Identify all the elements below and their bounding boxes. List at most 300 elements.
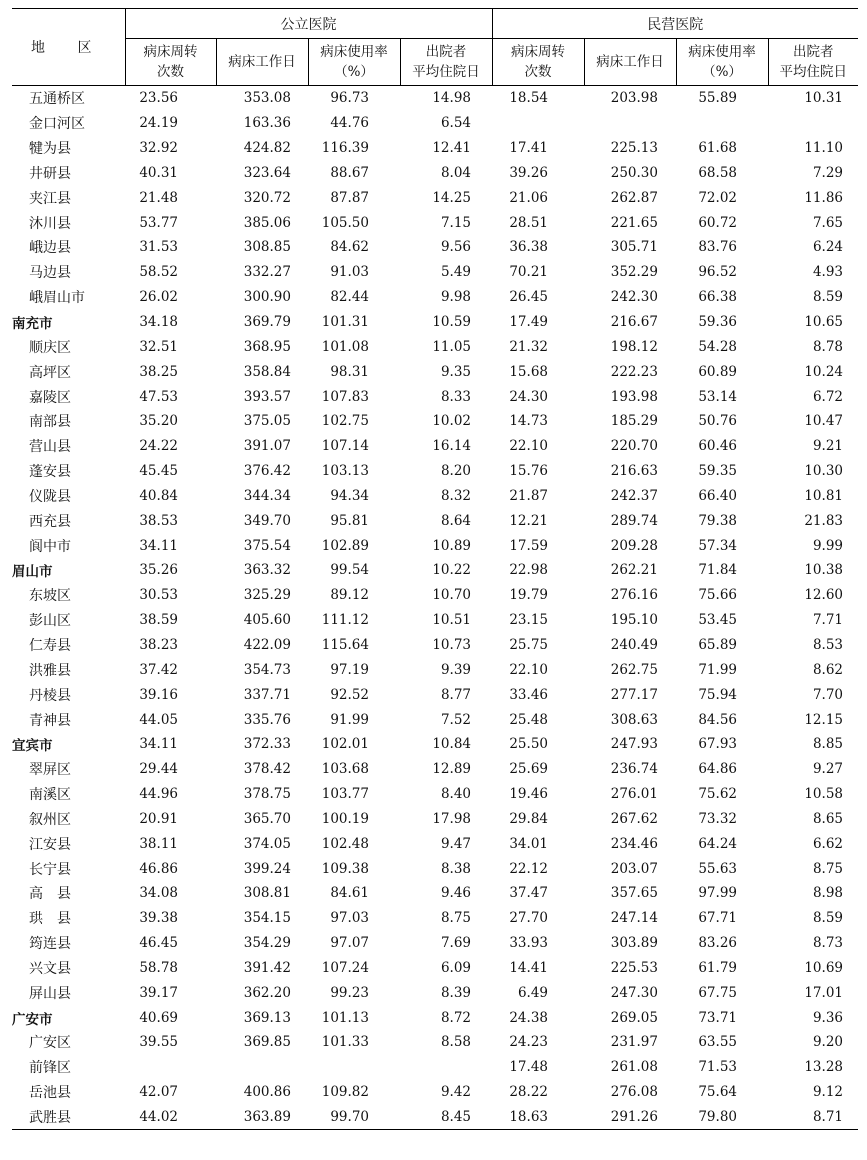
value-cell: 9.36	[812, 1009, 843, 1026]
value-cell: 325.29	[243, 587, 291, 604]
value-cell: 28.51	[509, 214, 548, 231]
value-cell: 242.37	[610, 487, 658, 504]
value-cell: 363.89	[243, 1109, 291, 1126]
table-row	[12, 111, 858, 136]
value-cell: 354.73	[243, 661, 291, 678]
table-row	[12, 1055, 858, 1080]
column-header-line1: 病床工作日	[228, 54, 296, 70]
value-cell: 32.92	[139, 140, 178, 157]
value-cell: 11.86	[804, 189, 843, 206]
column-header-line1: 病床使用率	[320, 44, 388, 60]
value-cell: 332.27	[243, 264, 291, 281]
value-cell: 303.89	[610, 935, 658, 952]
value-cell: 193.98	[610, 388, 658, 405]
value-cell: 424.82	[243, 140, 291, 157]
value-cell: 12.60	[804, 587, 843, 604]
value-cell: 240.49	[610, 636, 658, 653]
hospital-bed-statistics-table	[12, 8, 858, 1130]
value-cell: 385.06	[243, 214, 291, 231]
value-cell: 203.07	[610, 860, 658, 877]
region-name-cell: 金口河区	[29, 116, 85, 133]
value-cell: 38.25	[139, 363, 178, 380]
value-cell: 44.02	[139, 1109, 178, 1126]
value-cell: 15.76	[509, 463, 548, 480]
value-cell: 35.26	[139, 562, 178, 579]
value-cell: 31.53	[139, 239, 178, 256]
value-cell: 18.54	[509, 90, 548, 107]
value-cell: 8.40	[440, 786, 471, 803]
value-cell: 357.65	[610, 885, 658, 902]
value-cell: 101.33	[321, 1034, 369, 1051]
region-name-cell: 江安县	[29, 836, 71, 853]
value-cell: 22.12	[509, 860, 548, 877]
value-cell: 5.49	[440, 264, 471, 281]
value-cell: 88.67	[330, 164, 369, 181]
value-cell: 261.08	[610, 1059, 658, 1076]
value-cell: 84.62	[330, 239, 369, 256]
public-hospital-group-header: 公立医院	[125, 9, 492, 39]
value-cell: 262.75	[610, 661, 658, 678]
value-cell: 8.45	[440, 1109, 471, 1126]
value-cell: 84.61	[330, 885, 369, 902]
region-name-cell: 南充市	[12, 316, 53, 333]
value-cell: 9.27	[812, 761, 843, 778]
city-summary-row	[12, 732, 858, 757]
value-cell: 247.30	[610, 984, 658, 1001]
value-cell: 39.55	[139, 1034, 178, 1051]
value-cell: 44.05	[139, 711, 178, 728]
value-cell: 64.86	[698, 761, 737, 778]
value-cell: 100.19	[321, 810, 369, 827]
value-cell: 276.01	[610, 786, 658, 803]
value-cell: 234.46	[610, 835, 658, 852]
value-cell: 10.69	[804, 959, 843, 976]
value-cell: 107.83	[321, 388, 369, 405]
value-cell	[216, 1055, 308, 1080]
value-cell: 87.87	[330, 189, 369, 206]
column-header-line1: 病床周转	[511, 44, 565, 60]
value-cell: 305.71	[610, 239, 658, 256]
value-cell: 262.87	[610, 189, 658, 206]
value-cell: 82.44	[330, 289, 369, 306]
value-cell: 26.45	[509, 289, 548, 306]
value-cell: 8.72	[440, 1009, 471, 1026]
value-cell: 369.85	[243, 1034, 291, 1051]
value-cell: 400.86	[243, 1084, 291, 1101]
value-cell: 89.12	[330, 587, 369, 604]
value-cell: 247.14	[610, 910, 658, 927]
region-name-cell: 五通桥区	[29, 91, 85, 108]
value-cell: 107.14	[321, 438, 369, 455]
value-cell: 55.63	[698, 860, 737, 877]
value-cell: 9.12	[812, 1084, 843, 1101]
value-cell: 40.31	[139, 164, 178, 181]
value-cell: 101.31	[321, 314, 369, 331]
region-name-cell: 宜宾市	[12, 738, 53, 755]
table-row	[12, 906, 858, 931]
column-header-line2: 次数	[157, 64, 184, 80]
value-cell: 30.53	[139, 587, 178, 604]
value-cell: 8.71	[812, 1109, 843, 1126]
column-header-line1: 出院者	[425, 44, 467, 60]
value-cell: 378.42	[243, 761, 291, 778]
value-cell: 9.35	[440, 363, 471, 380]
value-cell: 8.98	[812, 885, 843, 902]
table-row	[12, 657, 858, 682]
column-header-public-2	[216, 39, 308, 86]
value-cell: 8.85	[812, 736, 843, 753]
value-cell: 8.39	[440, 984, 471, 1001]
value-cell: 55.89	[698, 90, 737, 107]
value-cell: 8.64	[440, 512, 471, 529]
value-cell: 399.24	[243, 860, 291, 877]
region-name-cell: 屏山县	[29, 985, 71, 1002]
value-cell: 372.33	[243, 736, 291, 753]
column-header-public-3	[308, 39, 400, 86]
value-cell: 19.46	[509, 786, 548, 803]
value-cell: 96.73	[330, 90, 369, 107]
table-header	[12, 9, 858, 86]
region-name-cell: 翠屏区	[29, 762, 71, 779]
value-cell: 103.77	[321, 786, 369, 803]
table-row	[12, 881, 858, 906]
value-cell: 83.76	[698, 239, 737, 256]
value-cell: 4.93	[812, 264, 843, 281]
region-name-cell: 营山县	[29, 439, 71, 456]
value-cell: 75.66	[698, 587, 737, 604]
value-cell: 8.77	[440, 686, 471, 703]
value-cell: 9.20	[812, 1034, 843, 1051]
value-cell: 60.89	[698, 363, 737, 380]
value-cell: 101.08	[321, 338, 369, 355]
value-cell: 242.30	[610, 289, 658, 306]
value-cell: 221.65	[610, 214, 658, 231]
value-cell: 368.95	[243, 338, 291, 355]
region-name-cell: 岳池县	[29, 1085, 71, 1102]
region-name-cell: 叙州区	[29, 811, 71, 828]
value-cell: 59.35	[698, 463, 737, 480]
value-cell: 61.79	[698, 959, 737, 976]
value-cell: 24.22	[139, 438, 178, 455]
table-row	[12, 434, 858, 459]
city-summary-row	[12, 558, 858, 583]
value-cell: 7.52	[440, 711, 471, 728]
value-cell: 34.08	[139, 885, 178, 902]
value-cell: 39.17	[139, 984, 178, 1001]
value-cell: 26.02	[139, 289, 178, 306]
value-cell: 102.75	[321, 413, 369, 430]
table-row	[12, 384, 858, 409]
value-cell: 8.33	[440, 388, 471, 405]
value-cell: 116.39	[321, 140, 369, 157]
value-cell: 236.74	[610, 761, 658, 778]
region-name-cell: 筠连县	[29, 936, 71, 953]
value-cell: 369.13	[243, 1009, 291, 1026]
value-cell: 391.42	[243, 959, 291, 976]
value-cell: 14.73	[509, 413, 548, 430]
value-cell: 73.32	[698, 810, 737, 827]
value-cell: 94.34	[330, 487, 369, 504]
value-cell: 216.63	[610, 463, 658, 480]
value-cell: 35.20	[139, 413, 178, 430]
table-row	[12, 359, 858, 384]
table-row	[12, 806, 858, 831]
region-name-cell: 丹棱县	[29, 687, 71, 704]
table-row	[12, 235, 858, 260]
value-cell: 17.48	[509, 1059, 548, 1076]
value-cell: 79.80	[698, 1109, 737, 1126]
value-cell: 34.11	[139, 736, 178, 753]
value-cell: 16.14	[432, 438, 471, 455]
value-cell: 102.89	[321, 537, 369, 554]
value-cell: 9.56	[440, 239, 471, 256]
value-cell: 24.23	[509, 1034, 548, 1051]
value-cell: 38.23	[139, 636, 178, 653]
value-cell: 102.48	[321, 835, 369, 852]
value-cell: 250.30	[610, 164, 658, 181]
value-cell: 36.38	[509, 239, 548, 256]
value-cell: 195.10	[610, 612, 658, 629]
value-cell: 22.10	[509, 661, 548, 678]
region-name-cell: 南部县	[29, 414, 71, 431]
column-header-private-2	[584, 39, 676, 86]
value-cell: 75.64	[698, 1084, 737, 1101]
table-row	[12, 608, 858, 633]
private-hospital-group-header: 民营医院	[492, 9, 858, 39]
table-row	[12, 831, 858, 856]
value-cell: 9.42	[440, 1084, 471, 1101]
region-name-cell: 长宁县	[29, 861, 71, 878]
value-cell: 308.85	[243, 239, 291, 256]
value-cell: 21.83	[804, 512, 843, 529]
value-cell: 393.57	[243, 388, 291, 405]
value-cell: 308.63	[610, 711, 658, 728]
value-cell: 10.70	[432, 587, 471, 604]
value-cell: 17.98	[432, 810, 471, 827]
value-cell: 12.41	[432, 140, 471, 157]
value-cell: 97.99	[698, 885, 737, 902]
value-cell: 300.90	[243, 289, 291, 306]
value-cell: 8.58	[440, 1034, 471, 1051]
value-cell: 344.34	[243, 487, 291, 504]
value-cell: 354.29	[243, 935, 291, 952]
value-cell: 308.81	[243, 885, 291, 902]
region-name-cell: 前锋区	[29, 1060, 71, 1077]
region-name-cell: 眉山市	[12, 564, 53, 581]
value-cell: 7.69	[440, 935, 471, 952]
value-cell: 10.02	[432, 413, 471, 430]
table-row	[12, 86, 858, 111]
value-cell: 67.75	[698, 984, 737, 1001]
value-cell: 10.31	[804, 90, 843, 107]
value-cell: 99.23	[330, 984, 369, 1001]
value-cell: 335.76	[243, 711, 291, 728]
value-cell: 9.47	[440, 835, 471, 852]
table-row	[12, 707, 858, 732]
value-cell: 17.59	[509, 537, 548, 554]
value-cell: 25.75	[509, 636, 548, 653]
value-cell: 18.63	[509, 1109, 548, 1126]
column-header-private-3	[676, 39, 768, 86]
value-cell: 25.69	[509, 761, 548, 778]
value-cell: 75.94	[698, 686, 737, 703]
column-header-line2: 平均住院日	[412, 64, 480, 80]
region-name-cell: 武胜县	[29, 1110, 71, 1127]
value-cell: 358.84	[243, 363, 291, 380]
value-cell: 405.60	[243, 612, 291, 629]
value-cell: 198.12	[610, 338, 658, 355]
value-cell: 23.15	[509, 612, 548, 629]
region-name-cell: 彭山区	[29, 613, 71, 630]
table-row	[12, 136, 858, 161]
value-cell: 46.45	[139, 935, 178, 952]
region-name-cell: 夹江县	[29, 190, 71, 207]
value-cell: 46.86	[139, 860, 178, 877]
city-summary-row	[12, 310, 858, 335]
value-cell: 8.20	[440, 463, 471, 480]
value-cell: 247.93	[610, 736, 658, 753]
value-cell: 95.81	[330, 512, 369, 529]
value-cell: 8.32	[440, 487, 471, 504]
region-name-cell: 犍为县	[29, 141, 71, 158]
value-cell: 8.62	[812, 661, 843, 678]
value-cell: 8.04	[440, 164, 471, 181]
value-cell: 23.56	[139, 90, 178, 107]
value-cell: 58.52	[139, 264, 178, 281]
value-cell: 7.15	[440, 214, 471, 231]
value-cell: 32.51	[139, 338, 178, 355]
value-cell: 225.53	[610, 959, 658, 976]
region-name-cell: 峨眉山市	[29, 290, 85, 307]
table-row	[12, 334, 858, 359]
value-cell: 8.78	[812, 338, 843, 355]
region-name-cell: 高 县	[29, 886, 71, 903]
column-header-line2: 次数	[524, 64, 552, 80]
value-cell: 21.87	[509, 487, 548, 504]
value-cell: 15.68	[509, 363, 548, 380]
value-cell: 6.49	[517, 984, 548, 1001]
value-cell: 7.71	[812, 612, 843, 629]
region-name-cell: 西充县	[29, 513, 71, 530]
value-cell: 25.48	[509, 711, 548, 728]
value-cell: 349.70	[243, 512, 291, 529]
value-cell: 75.62	[698, 786, 737, 803]
value-cell: 25.50	[509, 736, 548, 753]
value-cell: 96.52	[698, 264, 737, 281]
value-cell: 231.97	[610, 1034, 658, 1051]
value-cell: 70.21	[509, 264, 548, 281]
table-row	[12, 782, 858, 807]
value-cell: 111.12	[321, 612, 369, 629]
value-cell: 378.75	[243, 786, 291, 803]
value-cell	[492, 111, 584, 136]
value-cell: 45.45	[139, 463, 178, 480]
table-row	[12, 956, 858, 981]
value-cell: 67.93	[698, 736, 737, 753]
value-cell: 12.21	[509, 512, 548, 529]
value-cell: 276.16	[610, 587, 658, 604]
value-cell: 109.82	[321, 1084, 369, 1101]
value-cell: 9.98	[440, 289, 471, 306]
value-cell: 13.28	[804, 1059, 843, 1076]
table-row	[12, 484, 858, 509]
value-cell: 33.46	[509, 686, 548, 703]
value-cell: 289.74	[610, 512, 658, 529]
value-cell: 72.02	[698, 189, 737, 206]
value-cell: 61.68	[698, 140, 737, 157]
value-cell: 34.11	[139, 537, 178, 554]
value-cell: 262.21	[610, 562, 658, 579]
value-cell: 17.41	[509, 140, 548, 157]
region-name-cell: 广安市	[12, 1011, 53, 1028]
value-cell: 216.67	[610, 314, 658, 331]
value-cell: 6.72	[812, 388, 843, 405]
value-cell: 68.58	[698, 164, 737, 181]
region-name-cell: 马边县	[29, 265, 71, 282]
value-cell	[768, 111, 858, 136]
value-cell: 40.84	[139, 487, 178, 504]
value-cell: 10.59	[432, 314, 471, 331]
value-cell: 374.05	[243, 835, 291, 852]
value-cell: 101.13	[321, 1009, 369, 1026]
value-cell: 17.01	[804, 984, 843, 1001]
value-cell: 6.09	[440, 959, 471, 976]
value-cell: 60.72	[698, 214, 737, 231]
value-cell: 10.81	[804, 487, 843, 504]
value-cell: 57.34	[698, 537, 737, 554]
region-name-cell: 南溪区	[29, 787, 71, 804]
value-cell: 8.59	[812, 910, 843, 927]
table-row	[12, 633, 858, 658]
value-cell	[584, 111, 676, 136]
table-row	[12, 210, 858, 235]
value-cell: 291.26	[610, 1109, 658, 1126]
region-name-cell: 峨边县	[29, 240, 71, 257]
value-cell: 10.73	[432, 636, 471, 653]
value-cell: 8.75	[812, 860, 843, 877]
value-cell: 9.21	[812, 438, 843, 455]
table-row	[12, 682, 858, 707]
region-name-cell: 阆中市	[29, 538, 71, 555]
value-cell: 220.70	[610, 438, 658, 455]
value-cell: 29.44	[139, 761, 178, 778]
region-name-cell: 井研县	[29, 165, 71, 182]
column-header-public-4	[400, 39, 492, 86]
table-row	[12, 931, 858, 956]
value-cell: 6.62	[812, 835, 843, 852]
value-cell: 98.31	[330, 363, 369, 380]
table-body	[12, 86, 858, 1130]
region-name-cell: 洪雅县	[29, 662, 71, 679]
value-cell: 71.84	[698, 562, 737, 579]
table-row	[12, 583, 858, 608]
value-cell: 8.38	[440, 860, 471, 877]
column-header-private-4	[768, 39, 858, 86]
value-cell: 9.39	[440, 661, 471, 678]
table-row	[12, 533, 858, 558]
value-cell: 97.03	[330, 910, 369, 927]
region-name-cell: 仪陇县	[29, 488, 71, 505]
value-cell: 222.23	[610, 363, 658, 380]
value-cell: 8.75	[440, 910, 471, 927]
value-cell: 9.99	[812, 537, 843, 554]
value-cell: 10.51	[432, 612, 471, 629]
value-cell	[676, 111, 768, 136]
region-name-cell: 珙 县	[29, 911, 71, 928]
value-cell: 50.76	[698, 413, 737, 430]
value-cell: 10.24	[804, 363, 843, 380]
value-cell: 375.54	[243, 537, 291, 554]
